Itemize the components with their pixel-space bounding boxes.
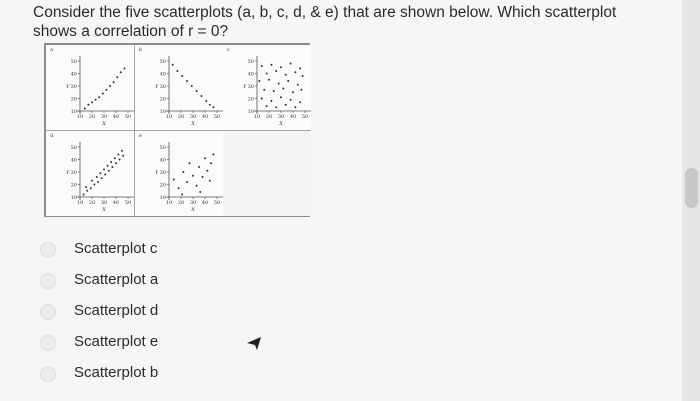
data-point — [280, 66, 282, 68]
scatterplot-cell-b — [135, 45, 223, 130]
plot-letter: e — [139, 133, 142, 139]
data-point — [91, 101, 93, 103]
y-tick-label: 30 — [159, 170, 166, 176]
data-point — [122, 155, 124, 157]
data-point — [176, 70, 178, 72]
data-point — [86, 190, 88, 192]
data-point — [83, 194, 85, 196]
option-label: Scatterplot e — [74, 333, 159, 350]
data-point — [278, 83, 280, 85]
data-point — [297, 84, 299, 86]
data-point — [196, 185, 198, 187]
option-label: Scatterplot d — [74, 302, 159, 319]
data-point — [109, 85, 111, 87]
data-point — [182, 171, 184, 173]
x-tick-label: 30 — [100, 114, 108, 120]
y-tick-label: 40 — [70, 71, 77, 78]
empty-cell — [223, 131, 311, 216]
data-point — [206, 170, 208, 172]
data-point — [261, 98, 263, 100]
x-tick-label: 50 — [213, 200, 221, 206]
x-axis-label: X — [102, 121, 106, 127]
data-point — [188, 162, 190, 164]
x-tick-label: 50 — [213, 114, 221, 120]
scatterplot-cell-a — [46, 45, 134, 130]
y-tick-label: 10 — [159, 195, 166, 201]
y-tick-label: 50 — [159, 59, 166, 65]
plot-letter: d — [50, 133, 54, 139]
data-point — [299, 68, 301, 70]
data-point — [102, 93, 104, 95]
data-point — [200, 95, 202, 97]
y-axis-label: Y — [243, 84, 247, 90]
data-point — [198, 166, 200, 168]
x-tick-label: 40 — [112, 114, 120, 120]
data-point — [292, 91, 294, 93]
data-point — [116, 76, 118, 78]
x-tick-label: 40 — [201, 200, 209, 206]
data-point — [300, 89, 302, 91]
y-tick-label: 10 — [70, 195, 77, 201]
scrollbar-thumb[interactable] — [685, 168, 698, 208]
data-point — [209, 180, 211, 182]
scatterplot-e — [135, 131, 223, 216]
data-point — [266, 73, 268, 75]
option-label: Scatterplot c — [74, 240, 158, 257]
y-tick-label: 40 — [70, 157, 77, 164]
data-point — [120, 71, 122, 73]
data-point — [91, 180, 93, 182]
y-tick-label: 30 — [70, 170, 77, 176]
data-point — [105, 89, 107, 91]
y-tick-label: 50 — [247, 59, 254, 65]
data-point — [270, 100, 272, 102]
data-point — [181, 75, 183, 77]
data-point — [178, 187, 180, 189]
data-point — [280, 96, 282, 98]
x-tick-label: 40 — [201, 114, 209, 120]
data-point — [205, 100, 207, 102]
x-tick-label: 20 — [265, 114, 273, 120]
data-point — [204, 157, 206, 159]
x-tick-label: 20 — [177, 200, 185, 206]
option-scatterplot-d[interactable] — [40, 300, 260, 324]
data-point — [275, 70, 277, 72]
x-tick-label: 50 — [124, 200, 132, 206]
option-scatterplot-c[interactable] — [40, 238, 260, 262]
option-scatterplot-b[interactable] — [40, 362, 260, 386]
x-tick-label: 10 — [76, 114, 84, 120]
y-tick-label: 10 — [247, 109, 254, 115]
data-point — [123, 68, 125, 70]
data-point — [107, 165, 109, 167]
x-tick-label: 30 — [100, 200, 108, 206]
data-point — [114, 157, 116, 159]
data-point — [186, 80, 188, 82]
y-axis-label: Y — [66, 170, 70, 176]
y-tick-label: 40 — [247, 71, 254, 78]
data-point — [268, 79, 270, 81]
data-point — [98, 96, 100, 98]
y-tick-label: 30 — [159, 84, 166, 90]
data-point — [263, 89, 265, 91]
x-tick-label: 30 — [189, 114, 197, 120]
x-tick-label: 20 — [177, 114, 185, 120]
data-point — [287, 80, 289, 82]
y-tick-label: 20 — [159, 96, 166, 103]
y-tick-label: 20 — [70, 96, 77, 103]
x-tick-label: 20 — [88, 200, 96, 206]
y-tick-label: 20 — [247, 96, 254, 103]
data-point — [121, 150, 123, 152]
data-point — [93, 184, 95, 186]
x-tick-label: 10 — [165, 114, 173, 120]
data-point — [270, 64, 272, 66]
y-axis-label: Y — [155, 170, 159, 176]
x-tick-label: 20 — [88, 114, 96, 120]
data-point — [97, 181, 99, 183]
x-axis-label: X — [279, 121, 283, 127]
data-point — [294, 106, 296, 108]
data-point — [196, 90, 198, 92]
x-tick-label: 30 — [277, 114, 285, 120]
scatterplot-cell-c — [223, 45, 311, 130]
option-label: Scatterplot b — [74, 364, 159, 381]
radio-button[interactable] — [40, 242, 56, 258]
y-tick-label: 40 — [159, 157, 166, 164]
plot-letter: a — [50, 47, 53, 53]
y-axis-label: Y — [66, 84, 70, 90]
y-tick-label: 40 — [159, 71, 166, 78]
radio-button[interactable] — [40, 273, 56, 289]
page-scrollbar[interactable] — [682, 0, 700, 401]
data-point — [290, 63, 292, 65]
x-axis-label: X — [102, 207, 106, 213]
data-point — [111, 166, 113, 168]
option-scatterplot-a[interactable] — [40, 269, 260, 293]
data-point — [261, 65, 263, 67]
question-text: Consider the five scatterplots (a, b, c, d, & e) that are shown below. Which scatterplot shows a correlation of r = 0? — [33, 4, 617, 40]
y-axis-label: Y — [155, 84, 159, 90]
x-tick-label: 50 — [124, 114, 132, 120]
data-point — [290, 99, 292, 101]
y-tick-label: 20 — [70, 182, 77, 189]
y-tick-label: 10 — [159, 109, 166, 115]
data-point — [209, 104, 211, 106]
scatterplot-d — [46, 131, 134, 216]
x-axis-label: X — [191, 207, 195, 213]
data-point — [87, 104, 89, 106]
option-scatterplot-e[interactable] — [40, 331, 260, 355]
data-point — [172, 64, 174, 66]
data-point — [113, 81, 115, 83]
data-point — [302, 75, 304, 77]
x-tick-label: 10 — [165, 200, 173, 206]
data-point — [115, 162, 117, 164]
data-point — [294, 71, 296, 73]
scatterplot-c — [223, 45, 311, 130]
scatterplot-cell-d — [46, 131, 134, 216]
data-point — [285, 104, 287, 106]
scatterplot-grid — [44, 43, 310, 217]
y-tick-label: 30 — [70, 84, 77, 90]
data-point — [210, 162, 212, 164]
data-point — [103, 169, 105, 171]
x-tick-label: 40 — [289, 114, 297, 120]
scatterplot-a — [46, 45, 134, 130]
scatterplot-b — [135, 45, 223, 130]
data-point — [84, 108, 86, 110]
data-point — [212, 106, 214, 108]
data-point — [85, 186, 87, 188]
scatterplot-cell-e — [135, 131, 223, 216]
data-point — [202, 176, 204, 178]
data-point — [90, 187, 92, 189]
data-point — [119, 159, 121, 161]
data-point — [299, 101, 301, 103]
x-tick-label: 50 — [301, 114, 309, 120]
y-tick-label: 50 — [70, 59, 77, 65]
data-point — [104, 174, 106, 176]
data-point — [192, 175, 194, 177]
data-point — [285, 74, 287, 76]
data-point — [186, 181, 188, 183]
data-point — [96, 176, 98, 178]
data-point — [108, 170, 110, 172]
radio-button[interactable] — [40, 304, 56, 320]
x-tick-label: 10 — [76, 200, 84, 206]
mouse-cursor-icon — [246, 335, 262, 351]
radio-button[interactable] — [40, 335, 56, 351]
y-tick-label: 10 — [70, 109, 77, 115]
x-axis-label: X — [191, 121, 195, 127]
data-point — [266, 105, 268, 107]
x-tick-label: 10 — [253, 114, 261, 120]
radio-button[interactable] — [40, 366, 56, 382]
data-point — [273, 90, 275, 92]
data-point — [110, 161, 112, 163]
x-tick-label: 40 — [112, 200, 120, 206]
data-point — [282, 88, 284, 90]
plot-letter: b — [139, 47, 143, 53]
option-label: Scatterplot a — [74, 271, 159, 288]
data-point — [199, 191, 201, 193]
y-tick-label: 20 — [159, 182, 166, 189]
data-point — [95, 99, 97, 101]
y-tick-label: 50 — [70, 145, 77, 151]
y-tick-label: 50 — [159, 145, 166, 151]
x-tick-label: 30 — [189, 200, 197, 206]
data-point — [181, 194, 183, 196]
data-point — [117, 154, 119, 156]
data-point — [212, 154, 214, 156]
y-tick-label: 30 — [247, 84, 254, 90]
data-point — [191, 85, 193, 87]
data-point — [173, 179, 175, 181]
plot-letter: c — [227, 47, 230, 53]
data-point — [258, 80, 260, 82]
data-point — [101, 177, 103, 179]
data-point — [99, 172, 101, 174]
data-point — [275, 106, 277, 108]
